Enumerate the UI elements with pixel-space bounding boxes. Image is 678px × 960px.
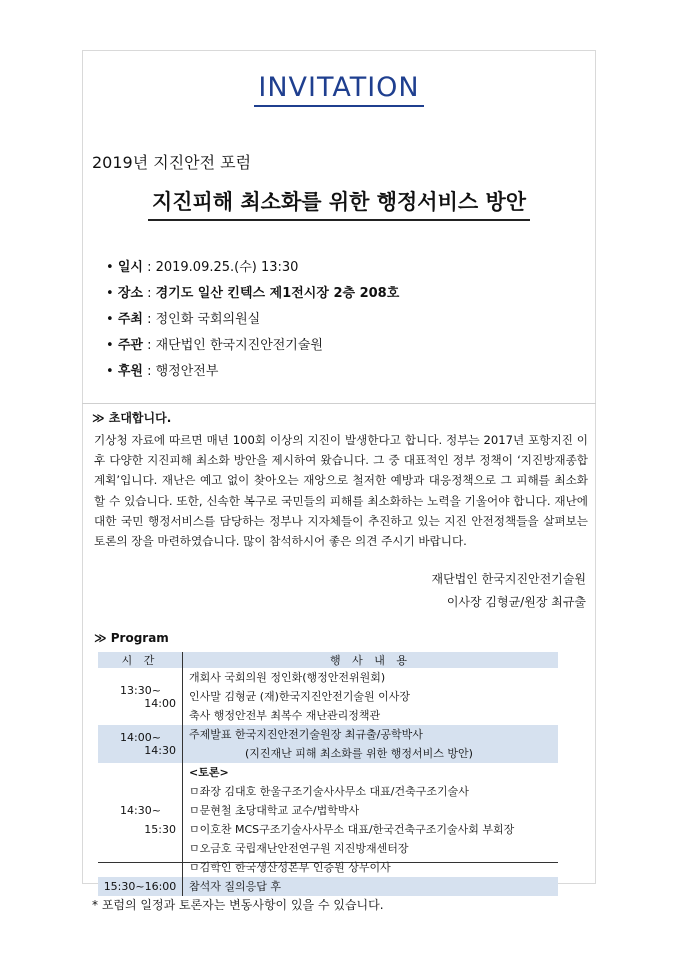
footnote: * 포럼의 일정과 토론자는 변동사항이 있을 수 있습니다. <box>92 898 384 912</box>
row-line: ㅁ이호찬 MCS구조기술사사무소 대표/한국건축구조기술사회 부회장 <box>189 823 515 836</box>
invitation-heading: ≫ 초대합니다. <box>92 411 172 425</box>
table-row <box>98 668 558 687</box>
forum-headline: 지진피해 최소화를 위한 행정서비스 방안 <box>0 186 678 221</box>
row-line: 개회사 국회의원 정인화(행정안전위원회) <box>189 671 386 684</box>
invitation-title: INVITATION <box>0 72 678 107</box>
row-line: 인사말 김형균 (재)한국지진안전기술원 이사장 <box>189 690 410 703</box>
row-line: ㅁ문현철 초당대학교 교수/법학박사 <box>189 804 360 817</box>
row-line: <토론> <box>189 766 229 779</box>
detail-host: • 주최 : 정인화 국회의원실 <box>106 312 261 327</box>
table-row <box>98 877 558 896</box>
time-column-header: 시 간 <box>98 652 183 668</box>
row-time: 14:00~ 14:30 <box>98 725 183 763</box>
row-line: ㅁ김학인 한국생산성본부 인증원 상무이사 <box>189 861 391 874</box>
row-line: 축사 행정안전부 최복수 재난관리정책관 <box>189 709 381 722</box>
row-line: 주제발표 한국지진안전기술원장 최규출/공학박사 <box>183 725 559 744</box>
row-line: 참석자 질의응답 후 <box>183 877 559 896</box>
row-time: 13:30~ 14:00 <box>98 668 183 725</box>
detail-organizer: • 주관 : 재단법인 한국지진안전기술원 <box>106 338 323 353</box>
table-bottom-rule <box>98 862 558 863</box>
row-line: (지진재난 피해 최소화를 위한 행정서비스 방안) <box>183 744 559 763</box>
forum-subtitle: 2019년 지진안전 포럼 <box>92 153 252 172</box>
program-heading: ≫ Program <box>94 631 169 645</box>
row-line: ㅁ오금호 국립재난안전연구원 지진방재센터장 <box>189 842 409 855</box>
content-column-header: 행 사 내 용 <box>183 652 559 668</box>
detail-sponsor: • 후원 : 행정안전부 <box>106 364 219 379</box>
row-line: ㅁ좌장 김대호 한울구조기술사사무소 대표/건축구조기술사 <box>189 785 469 798</box>
invitation-body: 기상청 자료에 따르면 매년 100회 이상의 지진이 발생한다고 합니다. 정부는 2017년 포항지진 이후 다양한 지진피해 최소화 방안을 제시하여 왔습니다. 그 중 대표적인 정부 정책이 ‘지진방재종합계획’입니다. 재난은 예고 없이 찾아오는 재앙으로 철저한 예방과 대응정책으로 그 피해를 최소화 할 수 있습니다. 또한, 신속한 복구로 국민들의 피해를 최소화하는 노력을 기울어야 합니다. 재난에 대한 국민 행정서비스를 담당하는 정부나 지자체들이 추진하고 있는 지진 안전정책들을 살펴보는 토론의 장을 마련하였습니다. 많이 참석하시어 좋은 의견 주시기 바랍니다. <box>94 433 588 549</box>
table-row <box>98 763 558 782</box>
row-time: 14:30~ 15:30 <box>98 763 183 877</box>
signature-signers: 이사장 김형균/원장 최규출 <box>446 595 586 609</box>
event-details <box>106 258 399 388</box>
program-table <box>98 652 558 896</box>
table-header-row <box>98 652 558 668</box>
detail-date: • 일시 : 2019.09.25.(수) 13:30 <box>106 260 299 275</box>
detail-venue: • 장소 : 경기도 일산 킨텍스 제1전시장 2층 208호 <box>106 286 400 301</box>
row-time: 15:30~16:00 <box>98 877 183 896</box>
table-row <box>98 725 558 744</box>
section-divider <box>82 403 596 404</box>
signature-org: 재단법인 한국지진안전기술원 <box>431 572 586 586</box>
